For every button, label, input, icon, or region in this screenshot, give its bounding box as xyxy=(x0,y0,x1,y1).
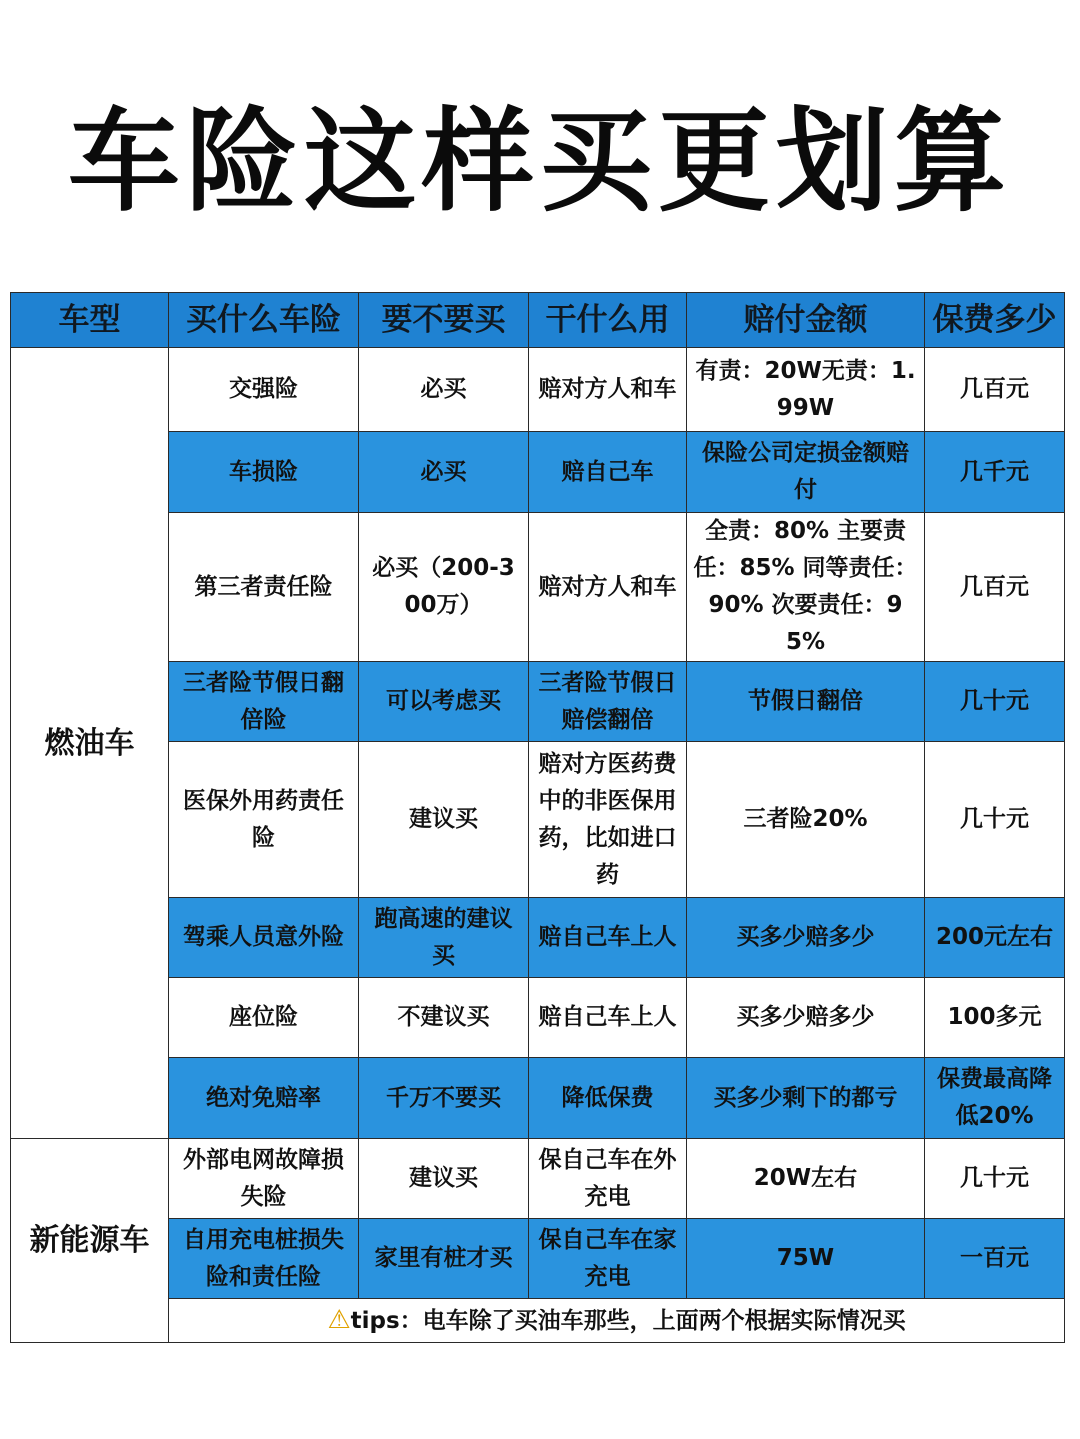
header-use: 干什么用 xyxy=(529,293,687,348)
cell-use: 赔对方人和车 xyxy=(529,348,687,432)
cell-premium: 几十元 xyxy=(925,662,1065,742)
header-insurance: 买什么车险 xyxy=(169,293,359,348)
table-row xyxy=(11,662,1065,742)
category-ev: 新能源车 xyxy=(11,1139,169,1343)
tips-text: tips：电车除了买油车那些，上面两个根据实际情况买 xyxy=(350,1307,906,1334)
table-row xyxy=(11,348,1065,432)
cell-use: 赔对方医药费中的非医保用药，比如进口药 xyxy=(529,742,687,898)
cell-need: 千万不要买 xyxy=(359,1058,529,1139)
cell-need: 可以考虑买 xyxy=(359,662,529,742)
cell-payout: 20W左右 xyxy=(687,1139,925,1219)
warning-icon: ⚠ xyxy=(327,1304,351,1335)
cell-premium: 保费最高降低20% xyxy=(925,1058,1065,1139)
cell-need: 建议买 xyxy=(359,1139,529,1219)
cell-premium: 几千元 xyxy=(925,432,1065,513)
cell-insurance: 三者险节假日翻倍险 xyxy=(169,662,359,742)
cell-payout: 全责：80% 主要责任：85% 同等责任：90% 次要责任：95% xyxy=(687,513,925,662)
cell-use: 赔对方人和车 xyxy=(529,513,687,662)
cell-premium: 一百元 xyxy=(925,1219,1065,1299)
cell-payout: 三者险20% xyxy=(687,742,925,898)
cell-insurance: 绝对免赔率 xyxy=(169,1058,359,1139)
table-row xyxy=(11,1058,1065,1139)
table-row xyxy=(11,1219,1065,1299)
cell-payout: 75W xyxy=(687,1219,925,1299)
cell-premium: 几百元 xyxy=(925,348,1065,432)
table-row xyxy=(11,978,1065,1058)
header-car-type: 车型 xyxy=(11,293,169,348)
tips-row xyxy=(11,1299,1065,1343)
header-payout: 赔付金额 xyxy=(687,293,925,348)
cell-use: 保自己车在家充电 xyxy=(529,1219,687,1299)
cell-insurance: 座位险 xyxy=(169,978,359,1058)
cell-payout: 买多少剩下的都亏 xyxy=(687,1058,925,1139)
cell-use: 降低保费 xyxy=(529,1058,687,1139)
cell-insurance: 第三者责任险 xyxy=(169,513,359,662)
cell-payout: 有责：20W无责：1.99W xyxy=(687,348,925,432)
table-row xyxy=(11,1139,1065,1219)
header-premium: 保费多少 xyxy=(925,293,1065,348)
cell-insurance: 车损险 xyxy=(169,432,359,513)
cell-need: 建议买 xyxy=(359,742,529,898)
cell-payout: 买多少赔多少 xyxy=(687,978,925,1058)
category-fuel: 燃油车 xyxy=(11,348,169,1139)
page-title: 车险这样买更划算 xyxy=(68,97,1012,227)
cell-insurance: 外部电网故障损失险 xyxy=(169,1139,359,1219)
cell-insurance: 驾乘人员意外险 xyxy=(169,898,359,978)
cell-need: 家里有桩才买 xyxy=(359,1219,529,1299)
cell-insurance: 医保外用药责任险 xyxy=(169,742,359,898)
cell-need: 跑高速的建议买 xyxy=(359,898,529,978)
cell-insurance: 交强险 xyxy=(169,348,359,432)
cell-payout: 节假日翻倍 xyxy=(687,662,925,742)
table-row xyxy=(11,432,1065,513)
cell-need: 必买（200-300万） xyxy=(359,513,529,662)
cell-insurance: 自用充电桩损失险和责任险 xyxy=(169,1219,359,1299)
cell-need: 必买 xyxy=(359,348,529,432)
cell-premium: 几百元 xyxy=(925,513,1065,662)
cell-payout: 买多少赔多少 xyxy=(687,898,925,978)
table-row xyxy=(11,513,1065,662)
cell-use: 赔自己车上人 xyxy=(529,978,687,1058)
cell-premium: 几十元 xyxy=(925,1139,1065,1219)
header-row xyxy=(11,293,1065,348)
header-need: 要不要买 xyxy=(359,293,529,348)
cell-premium: 100多元 xyxy=(925,978,1065,1058)
cell-use: 三者险节假日赔偿翻倍 xyxy=(529,662,687,742)
cell-use: 赔自己车上人 xyxy=(529,898,687,978)
cell-use: 保自己车在外充电 xyxy=(529,1139,687,1219)
cell-payout: 保险公司定损金额赔付 xyxy=(687,432,925,513)
table-row xyxy=(11,742,1065,898)
cell-premium: 几十元 xyxy=(925,742,1065,898)
cell-need: 不建议买 xyxy=(359,978,529,1058)
cell-premium: 200元左右 xyxy=(925,898,1065,978)
cell-use: 赔自己车 xyxy=(529,432,687,513)
tips-cell xyxy=(169,1299,1065,1343)
table-row xyxy=(11,898,1065,978)
cell-need: 必买 xyxy=(359,432,529,513)
insurance-table xyxy=(10,292,1065,1343)
